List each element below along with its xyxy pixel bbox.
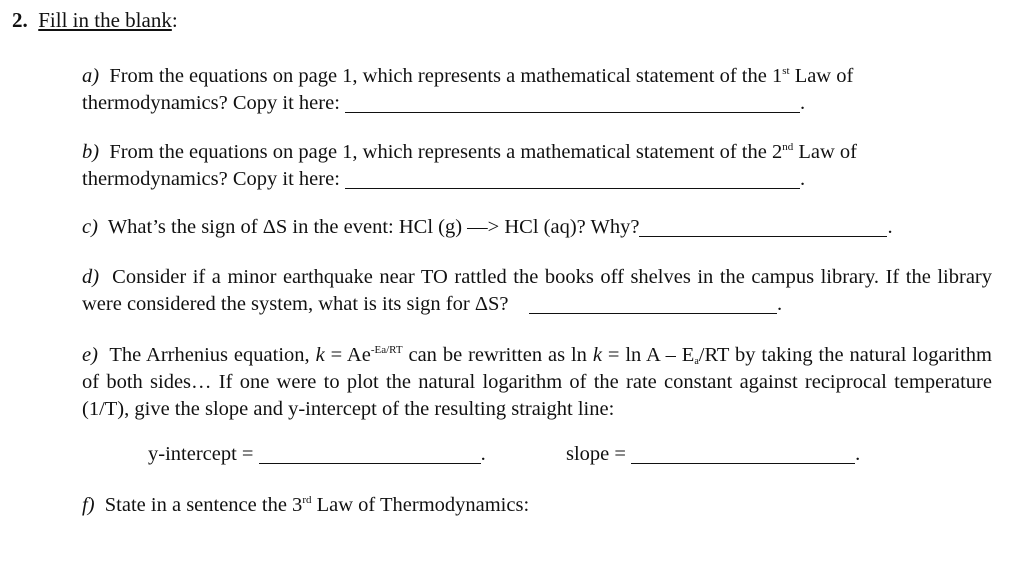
answer-b-period: . xyxy=(800,168,806,190)
question-b xyxy=(82,139,992,193)
question-f xyxy=(82,492,992,519)
question-e-text-2: = A xyxy=(324,344,362,366)
y-intercept-blank[interactable] xyxy=(259,443,481,464)
y-intercept-label: y-intercept = xyxy=(148,443,259,465)
rate-constant-symbol: k xyxy=(315,344,325,366)
question-c xyxy=(82,214,992,241)
question-b-text: From the equations on page 1, which represents a mathematical statement of the 2 xyxy=(109,141,783,163)
question-c-text: What’s the sign of ΔS in the event: HCl (g) —> HCl (aq)? Why? xyxy=(107,216,640,238)
section-title: Fill in the blank xyxy=(38,8,172,32)
question-d xyxy=(82,264,992,318)
question-e-text-4: = ln A – E xyxy=(601,344,695,366)
question-f-label: f) xyxy=(82,494,95,516)
question-b-line2: thermodynamics? Copy it here: xyxy=(82,168,340,190)
y-intercept-row xyxy=(148,443,486,466)
question-d-label: d) xyxy=(82,266,100,288)
question-e-text-1: The Arrhenius equation, xyxy=(109,344,316,366)
arrhenius-exponent: -Ea/RT xyxy=(370,344,403,356)
question-f-text-end: Law of Thermodynamics: xyxy=(311,494,530,516)
question-a-label: a) xyxy=(82,65,100,87)
y-intercept-period: . xyxy=(480,443,486,465)
section-colon: : xyxy=(171,8,178,32)
rate-constant-symbol-2: k xyxy=(592,344,602,366)
question-e xyxy=(82,342,992,423)
question-f-superscript: rd xyxy=(302,494,312,506)
answer-d-period: . xyxy=(777,293,783,315)
answer-c-period: . xyxy=(887,216,893,238)
question-f-text: State in a sentence the 3 xyxy=(104,494,303,516)
question-a-line2: thermodynamics? Copy it here: xyxy=(82,92,340,114)
answer-c-blank[interactable] xyxy=(639,216,887,237)
question-a-text-end: Law of xyxy=(789,65,854,87)
question-e-label: e) xyxy=(82,344,98,366)
answer-a-blank[interactable] xyxy=(345,92,800,113)
slope-blank[interactable] xyxy=(631,443,855,464)
slope-row xyxy=(566,443,860,466)
question-a-text: From the equations on page 1, which represents a mathematical statement of the 1 xyxy=(109,65,783,87)
question-b-label: b) xyxy=(82,141,100,163)
question-e-text-5: /RT by taking the natural logarithm of both sides… If one were to plot the natural logarithm of the rate constant against reciprocal temperature (1/T), give the slope and y-intercept of the resulting straight line: xyxy=(82,344,993,420)
question-b-text-end: Law of xyxy=(793,141,857,163)
slope-period: . xyxy=(855,443,861,465)
section-number: 2. xyxy=(12,8,28,32)
question-b-superscript: nd xyxy=(782,141,794,153)
answer-d-blank[interactable] xyxy=(529,293,777,314)
question-a-superscript: st xyxy=(782,65,790,77)
question-a xyxy=(82,63,992,117)
question-e-euler: e xyxy=(361,344,371,366)
answer-a-period: . xyxy=(800,92,806,114)
question-d-text: Consider if a minor earthquake near TO rattled the books off shelves in the campus library. If the library were considered the system, what is its sign for ΔS? xyxy=(82,266,993,315)
question-e-text-3: can be rewritten as ln xyxy=(402,344,593,366)
activation-energy-subscript: a xyxy=(694,356,699,367)
answer-b-blank[interactable] xyxy=(345,168,800,189)
question-c-label: c) xyxy=(82,216,98,238)
slope-label: slope = xyxy=(566,443,632,465)
section-heading xyxy=(12,8,178,33)
